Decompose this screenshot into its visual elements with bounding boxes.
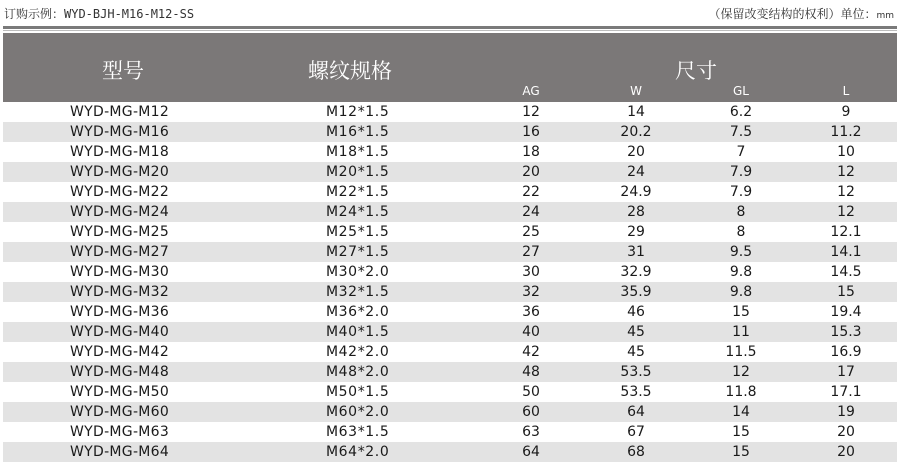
cell-ag: 64 xyxy=(522,444,540,460)
subheader-ag: AG xyxy=(522,84,540,98)
rights-reserved-text: （保留改变结构的权利）单位： xyxy=(708,7,877,21)
cell-l: 19 xyxy=(837,404,855,420)
cell-gl: 7.9 xyxy=(729,164,753,180)
cell-w: 28 xyxy=(627,204,645,220)
cell-l: 20 xyxy=(837,424,855,440)
table-row xyxy=(3,102,897,122)
cell-thread-spec: M20*1.5 xyxy=(326,164,390,180)
cell-w: 46 xyxy=(627,304,645,320)
cell-ag: 18 xyxy=(522,144,540,160)
cell-model: WYD-MG-M60 xyxy=(70,404,170,420)
cell-thread-spec: M50*1.5 xyxy=(326,384,390,400)
cell-l: 11.2 xyxy=(830,124,862,140)
cell-model: WYD-MG-M50 xyxy=(70,384,170,400)
column-header-dimensions: 尺寸 xyxy=(675,59,717,83)
cell-gl: 6.2 xyxy=(729,104,753,120)
cell-ag: 40 xyxy=(522,324,540,340)
table-row xyxy=(3,382,897,402)
cell-thread-spec: M42*2.0 xyxy=(326,344,390,360)
cell-ag: 60 xyxy=(522,404,540,420)
cell-thread-spec: M25*1.5 xyxy=(326,224,390,240)
cell-gl: 9.5 xyxy=(729,244,753,260)
cell-ag: 25 xyxy=(522,224,540,240)
cell-ag: 63 xyxy=(522,424,540,440)
subheader-w: W xyxy=(630,84,642,98)
cell-model: WYD-MG-M32 xyxy=(70,284,170,300)
column-header-model: 型号 xyxy=(102,59,144,83)
cell-gl: 9.8 xyxy=(729,284,753,300)
table-row xyxy=(3,202,897,222)
cell-thread-spec: M22*1.5 xyxy=(326,184,390,200)
cell-model: WYD-MG-M30 xyxy=(70,264,170,280)
cell-gl: 15 xyxy=(732,304,750,320)
table-row xyxy=(3,322,897,342)
cell-gl: 12 xyxy=(732,364,750,380)
cell-ag: 36 xyxy=(522,304,540,320)
cell-gl: 8 xyxy=(736,204,746,220)
cell-w: 20 xyxy=(627,144,645,160)
cell-ag: 42 xyxy=(522,344,540,360)
cell-thread-spec: M24*1.5 xyxy=(326,204,390,220)
cell-w: 32.9 xyxy=(620,264,652,280)
cell-thread-spec: M30*2.0 xyxy=(326,264,390,280)
cell-thread-spec: M40*1.5 xyxy=(326,324,390,340)
cell-gl: 11.8 xyxy=(725,384,757,400)
cell-l: 15.3 xyxy=(830,324,862,340)
table-row xyxy=(3,362,897,382)
cell-gl: 14 xyxy=(732,404,750,420)
table-row xyxy=(3,262,897,282)
cell-l: 12.1 xyxy=(830,224,862,240)
cell-gl: 7 xyxy=(736,144,746,160)
table-row xyxy=(3,302,897,322)
spec-table-body xyxy=(3,102,897,462)
cell-ag: 22 xyxy=(522,184,540,200)
cell-thread-spec: M32*1.5 xyxy=(326,284,390,300)
top-info-bar xyxy=(0,0,900,26)
table-row xyxy=(3,282,897,302)
header-divider xyxy=(3,26,897,29)
cell-gl: 11.5 xyxy=(725,344,757,360)
order-example-text: 订购示例：WYD-BJH-M16-M12-SS xyxy=(4,7,195,21)
cell-ag: 16 xyxy=(522,124,540,140)
cell-w: 24.9 xyxy=(620,184,652,200)
table-row xyxy=(3,122,897,142)
cell-w: 20.2 xyxy=(620,124,652,140)
cell-ag: 12 xyxy=(522,104,540,120)
cell-gl: 15 xyxy=(732,424,750,440)
cell-model: WYD-MG-M20 xyxy=(70,164,170,180)
cell-model: WYD-MG-M24 xyxy=(70,204,170,220)
unit-note xyxy=(708,5,894,22)
cell-l: 20 xyxy=(837,444,855,460)
table-header xyxy=(3,33,897,102)
table-row xyxy=(3,402,897,422)
cell-gl: 7.5 xyxy=(729,124,753,140)
column-header-thread-spec: 螺纹规格 xyxy=(308,59,392,83)
cell-thread-spec: M12*1.5 xyxy=(326,104,390,120)
cell-l: 12 xyxy=(837,164,855,180)
cell-w: 45 xyxy=(627,324,645,340)
cell-model: WYD-MG-M12 xyxy=(70,104,170,120)
cell-thread-spec: M36*2.0 xyxy=(326,304,390,320)
cell-model: WYD-MG-M42 xyxy=(70,344,170,360)
table-row xyxy=(3,182,897,202)
cell-model: WYD-MG-M25 xyxy=(70,224,170,240)
cell-gl: 15 xyxy=(732,444,750,460)
cell-l: 16.9 xyxy=(830,344,862,360)
cell-thread-spec: M16*1.5 xyxy=(326,124,390,140)
cell-w: 53.5 xyxy=(620,364,652,380)
cell-w: 67 xyxy=(627,424,645,440)
cell-model: WYD-MG-M27 xyxy=(70,244,170,260)
cell-l: 15 xyxy=(837,284,855,300)
cell-gl: 7.9 xyxy=(729,184,753,200)
table-row xyxy=(3,222,897,242)
header-divider-thin xyxy=(3,30,897,31)
cell-model: WYD-MG-M22 xyxy=(70,184,170,200)
cell-l: 17 xyxy=(837,364,855,380)
cell-l: 19.4 xyxy=(830,304,862,320)
table-row xyxy=(3,442,897,462)
cell-gl: 9.8 xyxy=(729,264,753,280)
cell-thread-spec: M63*1.5 xyxy=(326,424,390,440)
table-row xyxy=(3,422,897,442)
cell-ag: 20 xyxy=(522,164,540,180)
cell-w: 35.9 xyxy=(620,284,652,300)
cell-ag: 48 xyxy=(522,364,540,380)
table-row xyxy=(3,242,897,262)
cell-w: 64 xyxy=(627,404,645,420)
unit-value: mm xyxy=(876,11,894,21)
table-row xyxy=(3,162,897,182)
cell-ag: 30 xyxy=(522,264,540,280)
cell-ag: 24 xyxy=(522,204,540,220)
cell-l: 12 xyxy=(837,204,855,220)
subheader-gl: GL xyxy=(733,84,749,98)
cell-w: 68 xyxy=(627,444,645,460)
cell-model: WYD-MG-M16 xyxy=(70,124,170,140)
cell-ag: 50 xyxy=(522,384,540,400)
cell-model: WYD-MG-M48 xyxy=(70,364,170,380)
cell-w: 31 xyxy=(627,244,645,260)
cell-thread-spec: M27*1.5 xyxy=(326,244,390,260)
cell-l: 14.1 xyxy=(830,244,862,260)
cell-l: 10 xyxy=(837,144,855,160)
cell-model: WYD-MG-M64 xyxy=(70,444,170,460)
cell-model: WYD-MG-M36 xyxy=(70,304,170,320)
cell-l: 17.1 xyxy=(830,384,862,400)
cell-w: 29 xyxy=(627,224,645,240)
cell-l: 9 xyxy=(841,104,851,120)
cell-thread-spec: M64*2.0 xyxy=(326,444,390,460)
cell-l: 12 xyxy=(837,184,855,200)
cell-ag: 27 xyxy=(522,244,540,260)
cell-thread-spec: M48*2.0 xyxy=(326,364,390,380)
cell-w: 45 xyxy=(627,344,645,360)
cell-model: WYD-MG-M40 xyxy=(70,324,170,340)
table-row xyxy=(3,142,897,162)
cell-ag: 32 xyxy=(522,284,540,300)
table-row xyxy=(3,342,897,362)
cell-w: 14 xyxy=(627,104,645,120)
cell-thread-spec: M18*1.5 xyxy=(326,144,390,160)
cell-l: 14.5 xyxy=(830,264,862,280)
cell-w: 53.5 xyxy=(620,384,652,400)
cell-w: 24 xyxy=(627,164,645,180)
cell-gl: 8 xyxy=(736,224,746,240)
cell-gl: 11 xyxy=(732,324,750,340)
cell-model: WYD-MG-M18 xyxy=(70,144,170,160)
cell-model: WYD-MG-M63 xyxy=(70,424,170,440)
subheader-l: L xyxy=(842,84,850,98)
cell-thread-spec: M60*2.0 xyxy=(326,404,390,420)
